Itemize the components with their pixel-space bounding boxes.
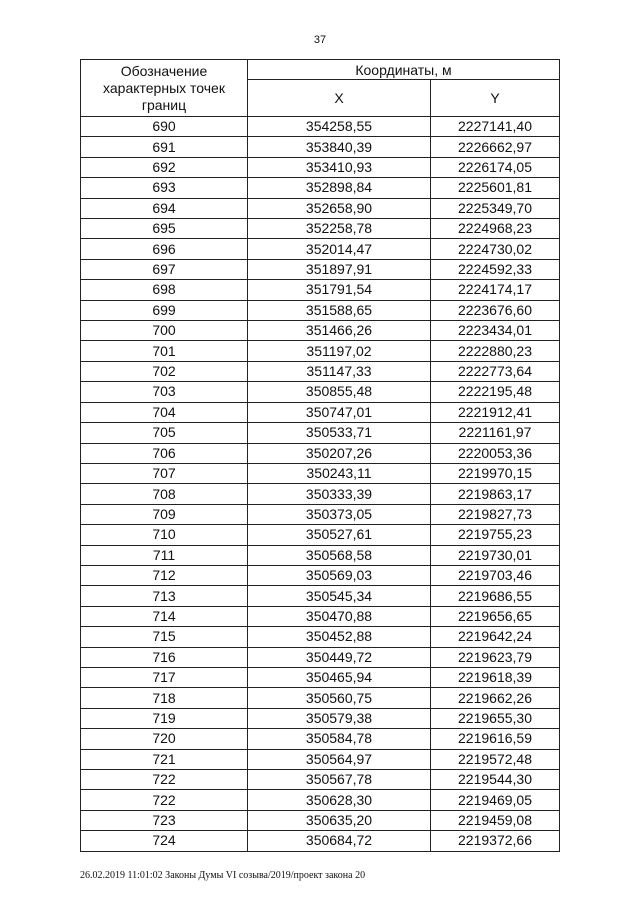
x-cell: 352014,47 [248,239,431,259]
header-coordinates: Координаты, м [248,60,560,80]
table-row [81,382,560,402]
y-cell: 2219730,01 [431,545,560,565]
y-cell: 2219755,23 [431,525,560,545]
y-cell: 2223676,60 [431,300,560,320]
table-row [81,402,560,422]
point-cell: 698 [81,280,248,300]
x-cell: 351897,91 [248,259,431,279]
x-cell: 350584,78 [248,729,431,749]
point-cell: 711 [81,545,248,565]
x-cell: 350207,26 [248,443,431,463]
point-cell: 701 [81,341,248,361]
x-cell: 353410,93 [248,157,431,177]
table-row [81,688,560,708]
y-cell: 2219372,66 [431,831,560,851]
x-cell: 353840,39 [248,137,431,157]
table-row [81,443,560,463]
x-cell: 350373,05 [248,504,431,524]
x-cell: 350684,72 [248,831,431,851]
point-cell: 715 [81,627,248,647]
x-cell: 350569,03 [248,565,431,585]
y-cell: 2219656,65 [431,606,560,626]
table-row [81,647,560,667]
table-row [81,504,560,524]
table-row [81,810,560,830]
table-row [81,423,560,443]
point-cell: 693 [81,178,248,198]
x-cell: 351588,65 [248,300,431,320]
point-cell: 706 [81,443,248,463]
point-cell: 708 [81,484,248,504]
table-row [81,770,560,790]
table-row [81,361,560,381]
table-row [81,117,560,137]
table-row [81,321,560,341]
table-row [81,667,560,687]
table-row [81,178,560,198]
y-cell: 2224968,23 [431,219,560,239]
y-cell: 2219827,73 [431,504,560,524]
y-cell: 2225601,81 [431,178,560,198]
point-cell: 697 [81,259,248,279]
point-cell: 690 [81,117,248,137]
point-cell: 692 [81,157,248,177]
y-cell: 2219970,15 [431,463,560,483]
x-cell: 350568,58 [248,545,431,565]
table-row [81,280,560,300]
x-cell: 350567,78 [248,770,431,790]
table-row [81,565,560,585]
y-cell: 2222195,48 [431,382,560,402]
point-cell: 704 [81,402,248,422]
y-cell: 2224174,17 [431,280,560,300]
point-cell: 713 [81,586,248,606]
point-cell: 719 [81,708,248,728]
footer-stamp: 26.02.2019 11:01:02 Законы Думы VI созыва/2019/проект закона 20 [80,870,366,881]
table-row [81,341,560,361]
y-cell: 2227141,40 [431,117,560,137]
table-row [81,259,560,279]
point-cell: 716 [81,647,248,667]
x-cell: 350449,72 [248,647,431,667]
x-cell: 350579,38 [248,708,431,728]
x-cell: 352258,78 [248,219,431,239]
y-cell: 2219459,08 [431,810,560,830]
table-row [81,586,560,606]
x-cell: 350333,39 [248,484,431,504]
y-cell: 2224730,02 [431,239,560,259]
y-cell: 2225349,70 [431,198,560,218]
point-cell: 722 [81,770,248,790]
point-cell: 722 [81,790,248,810]
point-cell: 691 [81,137,248,157]
y-cell: 2219469,05 [431,790,560,810]
point-cell: 710 [81,525,248,545]
x-cell: 350465,94 [248,667,431,687]
point-cell: 700 [81,321,248,341]
table-row [81,790,560,810]
x-cell: 350533,71 [248,423,431,443]
table-row [81,219,560,239]
y-cell: 2219623,79 [431,647,560,667]
header-y: Y [431,80,560,117]
y-cell: 2219544,30 [431,770,560,790]
y-cell: 2219662,26 [431,688,560,708]
x-cell: 352898,84 [248,178,431,198]
table-row [81,198,560,218]
page-number: 37 [313,34,327,46]
x-cell: 351791,54 [248,280,431,300]
x-cell: 351147,33 [248,361,431,381]
header-point-designation: Обозначение характерных точек границ [81,60,248,117]
table-row [81,627,560,647]
table-body [81,117,560,852]
x-cell: 352658,90 [248,198,431,218]
point-cell: 724 [81,831,248,851]
y-cell: 2219703,46 [431,565,560,585]
x-cell: 350452,88 [248,627,431,647]
point-cell: 695 [81,219,248,239]
y-cell: 2219655,30 [431,708,560,728]
point-cell: 714 [81,606,248,626]
table-row [81,545,560,565]
table-row [81,463,560,483]
point-cell: 721 [81,749,248,769]
point-cell: 699 [81,300,248,320]
header-x: X [248,80,431,117]
y-cell: 2223434,01 [431,321,560,341]
coordinates-table [80,59,560,852]
x-cell: 350527,61 [248,525,431,545]
point-cell: 694 [81,198,248,218]
x-cell: 350470,88 [248,606,431,626]
table-row [81,525,560,545]
table-row [81,484,560,504]
y-cell: 2226662,97 [431,137,560,157]
y-cell: 2222880,23 [431,341,560,361]
point-cell: 696 [81,239,248,259]
x-cell: 350564,97 [248,749,431,769]
y-cell: 2219618,39 [431,667,560,687]
y-cell: 2221161,97 [431,423,560,443]
point-cell: 720 [81,729,248,749]
x-cell: 350545,34 [248,586,431,606]
x-cell: 350855,48 [248,382,431,402]
table-row [81,239,560,259]
y-cell: 2219863,17 [431,484,560,504]
y-cell: 2220053,36 [431,443,560,463]
x-cell: 350747,01 [248,402,431,422]
x-cell: 350635,20 [248,810,431,830]
y-cell: 2221912,41 [431,402,560,422]
point-cell: 712 [81,565,248,585]
point-cell: 718 [81,688,248,708]
y-cell: 2226174,05 [431,157,560,177]
table-row [81,831,560,851]
x-cell: 350560,75 [248,688,431,708]
table-row [81,137,560,157]
table-row [81,300,560,320]
point-cell: 707 [81,463,248,483]
y-cell: 2219686,55 [431,586,560,606]
table-row [81,708,560,728]
x-cell: 354258,55 [248,117,431,137]
point-cell: 702 [81,361,248,381]
x-cell: 351197,02 [248,341,431,361]
point-cell: 709 [81,504,248,524]
table-row [81,157,560,177]
point-cell: 703 [81,382,248,402]
x-cell: 350628,30 [248,790,431,810]
y-cell: 2224592,33 [431,259,560,279]
x-cell: 350243,11 [248,463,431,483]
point-cell: 705 [81,423,248,443]
point-cell: 717 [81,667,248,687]
y-cell: 2219616,59 [431,729,560,749]
table-row [81,729,560,749]
point-cell: 723 [81,810,248,830]
y-cell: 2219572,48 [431,749,560,769]
y-cell: 2222773,64 [431,361,560,381]
table-row [81,749,560,769]
table-row [81,606,560,626]
x-cell: 351466,26 [248,321,431,341]
y-cell: 2219642,24 [431,627,560,647]
